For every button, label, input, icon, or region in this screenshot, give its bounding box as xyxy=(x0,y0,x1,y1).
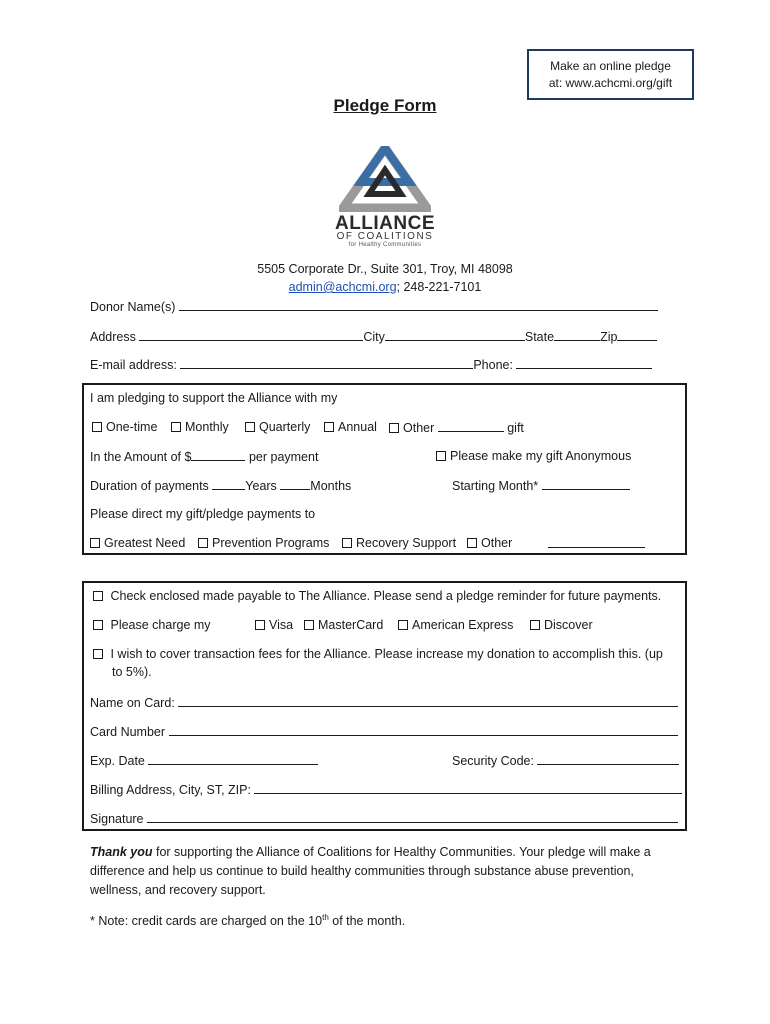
fees-row xyxy=(93,646,663,662)
checkbox-annual[interactable] xyxy=(324,422,334,432)
start-month-field[interactable] xyxy=(542,477,630,490)
frequency-quarterly xyxy=(245,419,310,435)
anonymous-label: Please make my gift Anonymous xyxy=(450,449,632,463)
checkbox-cover-fees[interactable] xyxy=(93,649,103,659)
amount-label: In the Amount of $ xyxy=(90,450,192,464)
option-quarterly: Quarterly xyxy=(259,420,311,434)
charge-row xyxy=(93,617,211,633)
thanks-bold: Thank you xyxy=(90,845,153,859)
anonymous-row xyxy=(436,448,631,464)
months-label: Months xyxy=(310,479,352,493)
card-number-row xyxy=(90,723,678,740)
email-field[interactable] xyxy=(180,356,473,369)
checkbox-american-express[interactable] xyxy=(398,620,408,630)
fees-label-line2: to 5%). xyxy=(112,665,152,679)
duration-row xyxy=(90,477,351,494)
frequency-row xyxy=(92,419,157,435)
address-label: Address xyxy=(90,330,136,344)
address-field[interactable] xyxy=(139,328,363,341)
exp-date-field[interactable] xyxy=(148,752,318,765)
years-field[interactable] xyxy=(212,477,245,490)
other-direction-row xyxy=(548,535,645,552)
start-month-label: Starting Month* xyxy=(452,479,539,493)
option-monthly: Monthly xyxy=(185,420,229,434)
option-other-direction: Other xyxy=(481,536,513,550)
direction-recovery xyxy=(342,535,456,551)
years-label: Years xyxy=(245,479,277,493)
direction-other xyxy=(467,535,512,551)
billing-address-row xyxy=(90,781,682,798)
name-on-card-label: Name on Card: xyxy=(90,696,175,710)
note-sup: th xyxy=(322,913,329,922)
option-american-express: American Express xyxy=(412,618,514,632)
zip-field[interactable] xyxy=(617,328,657,341)
email-label: E-mail address: xyxy=(90,358,177,372)
card-amex xyxy=(398,617,513,633)
phone-label: Phone: xyxy=(473,358,513,372)
thanks-text-line1: for supporting the Alliance of Coalitions for Healthy Communities. Your pledge will make a xyxy=(152,845,651,859)
card-discover xyxy=(530,617,593,633)
signature-row xyxy=(90,810,678,827)
checkbox-one-time[interactable] xyxy=(92,422,102,432)
checkbox-recovery-support[interactable] xyxy=(342,538,352,548)
state-label: State xyxy=(524,330,555,344)
option-recovery-support: Recovery Support xyxy=(356,536,457,550)
email-link[interactable]: admin@achcmi.org xyxy=(288,280,397,294)
online-pledge-box xyxy=(527,49,694,100)
duration-label: Duration of payments xyxy=(90,479,209,493)
option-visa: Visa xyxy=(269,618,294,632)
option-other: Other xyxy=(403,421,435,435)
checkbox-greatest-need[interactable] xyxy=(90,538,100,548)
card-visa xyxy=(255,617,293,633)
donor-name-row xyxy=(90,298,658,315)
direct-label: Please direct my gift/pledge payments to xyxy=(90,507,316,521)
address-row xyxy=(90,328,657,345)
months-field[interactable] xyxy=(280,477,310,490)
name-on-card-row xyxy=(90,694,678,711)
option-discover: Discover xyxy=(544,618,593,632)
checkbox-charge[interactable] xyxy=(93,620,103,630)
card-mastercard xyxy=(304,617,383,633)
note-prefix: * Note: credit cards are charged on the 10 xyxy=(90,914,323,929)
checkbox-anonymous[interactable] xyxy=(436,451,446,461)
logo-subtitle: OF COALITIONS xyxy=(336,231,434,242)
frequency-other xyxy=(389,419,524,436)
city-field[interactable] xyxy=(385,328,525,341)
thanks-line3: wellness, and recovery support. xyxy=(90,883,266,897)
option-greatest-need: Greatest Need xyxy=(104,536,186,550)
checkbox-monthly[interactable] xyxy=(171,422,181,432)
other-frequency-field[interactable] xyxy=(438,419,504,432)
org-contact-line xyxy=(0,279,770,295)
frequency-annual xyxy=(324,419,377,435)
card-number-field[interactable] xyxy=(169,723,678,736)
option-prevention-programs: Prevention Programs xyxy=(212,536,330,550)
direction-prevention xyxy=(198,535,329,551)
phone-field[interactable] xyxy=(516,356,652,369)
option-mastercard: MasterCard xyxy=(318,618,384,632)
logo-tagline: for Healthy Communities xyxy=(348,242,422,248)
amount-row xyxy=(90,448,318,465)
billing-address-label: Billing Address, City, ST, ZIP: xyxy=(90,783,251,797)
online-pledge-line1: Make an online pledge xyxy=(550,59,671,73)
check-label: Check enclosed made payable to The Alliance. Please send a pledge reminder for future payments. xyxy=(110,589,662,603)
start-month-row xyxy=(452,477,630,494)
thanks-line2: difference and help us continue to build healthy communities through substance abuse prevention, xyxy=(90,864,634,878)
checkbox-visa[interactable] xyxy=(255,620,265,630)
pledge-box xyxy=(82,383,687,555)
donor-name-label: Donor Name(s) xyxy=(90,300,176,314)
city-label: City xyxy=(363,330,385,344)
org-address: 5505 Corporate Dr., Suite 301, Troy, MI 48098 xyxy=(257,262,513,276)
billing-address-field[interactable] xyxy=(254,781,682,794)
phone-number: ; 248-221-7101 xyxy=(396,280,482,294)
other-direction-field[interactable] xyxy=(548,535,645,548)
state-field[interactable] xyxy=(554,328,600,341)
amount-field[interactable] xyxy=(191,448,245,461)
checkbox-quarterly[interactable] xyxy=(245,422,255,432)
logo-name: ALLIANCE xyxy=(334,213,436,234)
checkbox-mastercard[interactable] xyxy=(304,620,314,630)
zip-label: Zip xyxy=(600,330,618,344)
note-suffix: of the month. xyxy=(328,914,406,929)
option-annual: Annual xyxy=(338,420,377,434)
donor-name-field[interactable] xyxy=(179,298,658,311)
security-code-label: Security Code: xyxy=(452,754,534,768)
checkbox-discover[interactable] xyxy=(530,620,540,630)
option-one-time: One-time xyxy=(106,420,158,434)
security-code-field[interactable] xyxy=(537,752,679,765)
exp-date-row xyxy=(90,752,318,769)
frequency-monthly xyxy=(171,419,229,435)
signature-label: Signature xyxy=(90,812,144,826)
name-on-card-field[interactable] xyxy=(178,694,678,707)
charge-label: Please charge my xyxy=(110,618,211,632)
thanks-line1 xyxy=(90,844,651,860)
checkbox-prevention-programs[interactable] xyxy=(198,538,208,548)
amount-suffix: per payment xyxy=(248,450,319,464)
online-pledge-line2: at: www.achcmi.org/gift xyxy=(548,76,673,90)
checkbox-other-frequency[interactable] xyxy=(389,423,399,433)
note xyxy=(90,910,405,929)
signature-field[interactable] xyxy=(147,810,678,823)
page-title: Pledge Form xyxy=(333,96,437,115)
pledge-intro: I am pledging to support the Alliance with my xyxy=(90,391,338,405)
security-code-row xyxy=(452,752,679,769)
email-row xyxy=(90,356,652,373)
exp-date-label: Exp. Date xyxy=(90,754,145,768)
fees-label-line1: I wish to cover transaction fees for the Alliance. Please increase my donation to accomplish this. (up xyxy=(110,647,663,661)
alliance-logo-icon xyxy=(339,146,431,212)
checkbox-other-direction[interactable] xyxy=(467,538,477,548)
gift-suffix: gift xyxy=(507,421,524,435)
direction-greatest-need xyxy=(90,535,185,551)
check-row xyxy=(93,588,661,604)
checkbox-check-enclosed[interactable] xyxy=(93,591,103,601)
card-number-label: Card Number xyxy=(90,725,166,739)
